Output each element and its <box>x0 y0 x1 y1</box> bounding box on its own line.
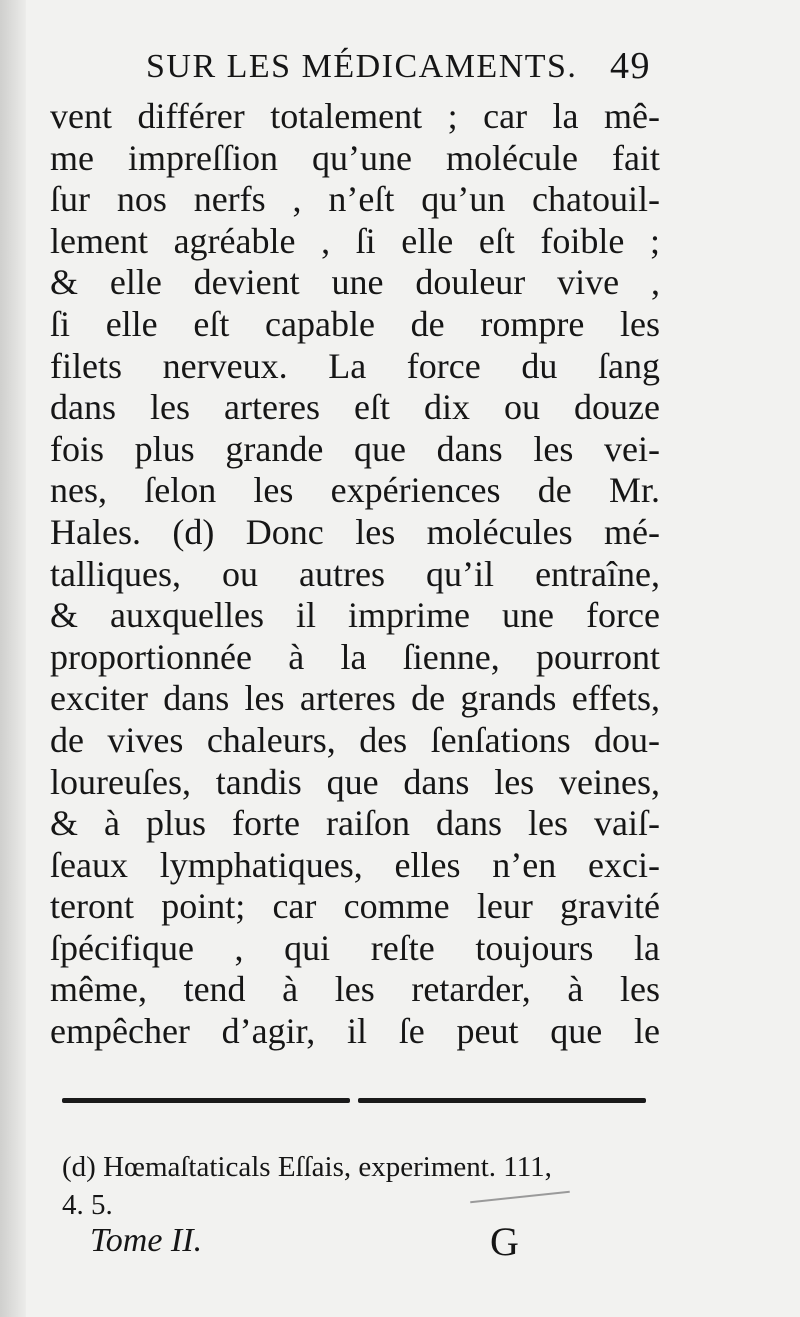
page-number: 49 <box>610 45 651 87</box>
text-line: fois plus grande que dans les vei- <box>50 428 660 469</box>
text-line: de vives chaleurs, des ſenſations dou- <box>50 719 660 760</box>
text-line: dans les arteres eſt dix ou douze <box>50 387 660 428</box>
body-text <box>50 96 660 1053</box>
page-gutter-shadow <box>0 0 26 1317</box>
text-line: & auxquelles il imprime une force <box>50 595 660 636</box>
text-line: filets nerveux. La force du ſang <box>50 345 660 386</box>
text-line: ſpécifique , qui reſte toujours la <box>50 927 660 968</box>
running-title: SUR LES MÉDICAMENTS. <box>146 48 578 85</box>
signature-line <box>90 1219 530 1272</box>
footnote-line: (d) Hœmaſtaticals Eſſais, experiment. 111, <box>62 1151 552 1183</box>
text-line: me impreſſion qu’une molécule fait <box>50 137 660 178</box>
text-line: même, tend à les retarder, à les <box>50 969 660 1010</box>
rule-segment <box>62 1098 350 1103</box>
text-line: lement agréable , ſi elle eſt foible ; <box>50 220 660 261</box>
text-line: & à plus forte raiſon dans les vaiſ- <box>50 803 660 844</box>
text-line: loureuſes, tandis que dans les veines, <box>50 761 660 802</box>
text-line: & elle devient une douleur vive , <box>50 262 660 303</box>
text-line: vent différer totalement ; car la mê- <box>50 96 660 136</box>
text-line: teront point; car comme leur gravité <box>50 886 660 927</box>
text-line: empêcher d’agir, il ſe peut que le <box>50 1011 660 1052</box>
signature-mark: G <box>490 1219 519 1264</box>
text-line: talliques, ou autres qu’il entraîne, <box>50 553 660 594</box>
footnote-line: 4. 5. <box>62 1189 113 1221</box>
text-line: exciter dans les arteres de grands effets, <box>50 678 660 719</box>
text-line: Hales. (d) Donc les molécules mé- <box>50 511 660 552</box>
footnote <box>62 1148 662 1224</box>
rule-segment <box>358 1098 646 1103</box>
text-line: ſur nos nerfs , n’eſt qu’un chatouil- <box>50 179 660 220</box>
volume-label: Tome II. <box>90 1222 203 1259</box>
text-line: ſeaux lymphatiques, elles n’en exci- <box>50 844 660 885</box>
page-header <box>146 45 666 92</box>
text-line: nes, ſelon les expériences de Mr. <box>50 470 660 511</box>
text-line: ſi elle eſt capable de rompre les <box>50 303 660 344</box>
text-line: proportionnée à la ſienne, pourront <box>50 636 660 677</box>
footnote-rule <box>62 1098 646 1104</box>
